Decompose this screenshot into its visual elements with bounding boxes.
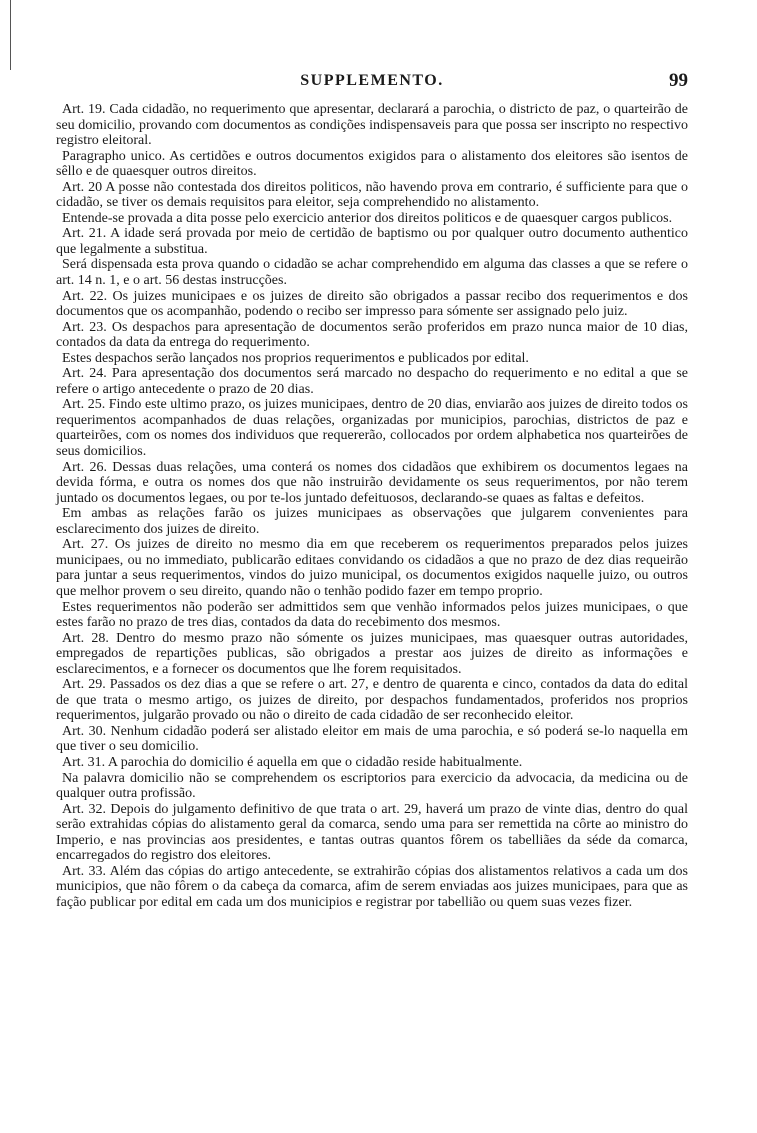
paragraph: Entende-se provada a dita posse pelo exercicio anterior dos direitos politicos e de quaesquer cargos publicos. [62,210,673,226]
paragraph: Art. 26. Dessas duas relações, uma conterá os nomes dos cidadãos que exhibirem os documentos legaes na devida fórma, e outra os nomes dos que não instruirão devidamente os seus requerimentos, por não terem juntado os documentos legaes, ou por te-los juntado defeituosos, declarando-se quaes as faltas e defeitos. [56,459,688,506]
paragraph: Art. 28. Dentro do mesmo prazo não sómente os juizes municipaes, mas quaesquer outras autoridades, empregados de repartições publicas, são obrigados a prestar aos juizes de direito as informações e esclarecimentos, e a fornecer os documentos que lhe forem requisitados. [56,630,688,677]
paragraph: Art. 25. Findo este ultimo prazo, os juizes municipaes, dentro de 20 dias, enviarão aos juizes de direito todos os requerimentos acompanhados de duas relações, organizadas por municipios, parochias, districtos de paz e quarteirões, com os nomes dos individuos que requererão, collocados por ordem alphabetica nos quarteirões de seus domicilios. [56,397,688,460]
paragraph: Art. 22. Os juizes municipaes e os juizes de direito são obrigados a passar recibo dos requerimentos e dos documentos que os acompanhão, podendo o recibo ser impresso para sómente ser assignado pelo juiz. [56,288,688,320]
paragraph: Art. 30. Nenhum cidadão poderá ser alistado eleitor em mais de uma parochia, e só poderá se-lo naquella em que tiver o seu domicilio. [56,723,688,755]
paragraph: Art. 20 A posse não contestada dos direitos politicos, não havendo prova em contrario, é sufficiente para que o cidadão, se tiver os demais requisitos para eleitor, seja comprehendido no alistamento. [56,179,688,211]
paragraph: Art. 32. Depois do julgamento definitivo de que trata o art. 29, haverá um prazo de vinte dias, dentro do qual serão extrahidas cópias do alistamento geral da comarca, sendo uma para ser remettida na côrte ao ministro do Imperio, e nas provincias aos presidentes, e tantas outras quantos fôrem os tabelliães da séde da comarca, encarregados do registro dos eleitores. [56,801,688,864]
paragraph: Paragrapho unico. As certidões e outros documentos exigidos para o alistamento dos eleitores são isentos de sêllo e de quaesquer outros direitos. [56,148,688,180]
paragraph: Estes despachos serão lançados nos proprios requerimentos e publicados por edital. [62,350,529,366]
page-number: 99 [669,70,688,91]
paragraph: Estes requerimentos não poderão ser admittidos sem que venhão informados pelos juizes municipaes, o que estes farão no prazo de tres dias, contados da data do recebimento dos mesmos. [56,599,688,631]
running-title: SUPPLEMENTO. [300,72,444,89]
paragraph: Será dispensada esta prova quando o cidadão se achar comprehendido em alguma das classes a que se refere o art. 14 n. 1, e o art. 56 destas instrucções. [56,257,688,289]
paragraph: Art. 24. Para apresentação dos documentos será marcado no despacho do requerimento e no edital a que se refere o artigo antecedente o prazo de 20 dias. [56,366,688,397]
paragraph: Art. 21. A idade será provada por meio de certidão de baptismo ou por qualquer outro documento authentico que legalmente a substitua. [56,226,688,257]
page-header [56,72,688,94]
paragraph: Art. 31. A parochia do domicilio é aquella em que o cidadão reside habitualmente. [62,754,523,770]
paragraph: Art. 27. Os juizes de direito no mesmo dia em que receberem os requerimentos preparados pelos juizes municipaes, ou no immediato, publicarão editaes convidando os cidadãos a que no prazo de dez dias requeirão para juntar a seus requerimentos, vindos do juizo municipal, os documentos exigidos naquelle juizo, ou outros que melhor provem o seu direito, quando não o tenhão podido fazer em tempo proprio. [56,537,688,599]
paragraph: Art. 23. Os despachos para apresentação de documentos serão proferidos em prazo nunca maior de 10 dias, contados da data da entrega do requerimento. [56,319,688,351]
page-edge-line [10,0,11,70]
paragraph: Art. 19. Cada cidadão, no requerimento que apresentar, declarará a parochia, o districto de paz, o quarteirão de seu domicilio, provando com documentos as condições indispensaveis para que possa ser inscripto no respectivo registro eleitoral. [56,102,688,149]
paragraph: Art. 33. Além das cópias do artigo antecedente, se extrahirão cópias dos alistamentos relativos a cada um dos municipios, que não fôrem o da cabeça da comarca, afim de serem enviadas aos juizes municipaes, para que as fação publicar por edital em cada um dos municipios e registrar por tabellião ou quem suas vezes fizer. [56,863,688,910]
paragraph: Em ambas as relações farão os juizes municipaes as observações que julgarem convenientes para esclarecimento dos juizes de direito. [56,506,688,537]
body-text [56,102,688,910]
paragraph: Art. 29. Passados os dez dias a que se refere o art. 27, e dentro de quarenta e cinco, contados da data do edital de que trata o mesmo artigo, os juizes de direito, por despachos fundamentados, proferidos nos proprios requerimentos, julgarão provado ou não o direito de cada cidadão de ser reconhecido eleitor. [56,677,688,724]
paragraph: Na palavra domicilio não se comprehendem os escriptorios para exercicio da advocacia, da medicina ou de qualquer outra profissão. [56,770,688,802]
